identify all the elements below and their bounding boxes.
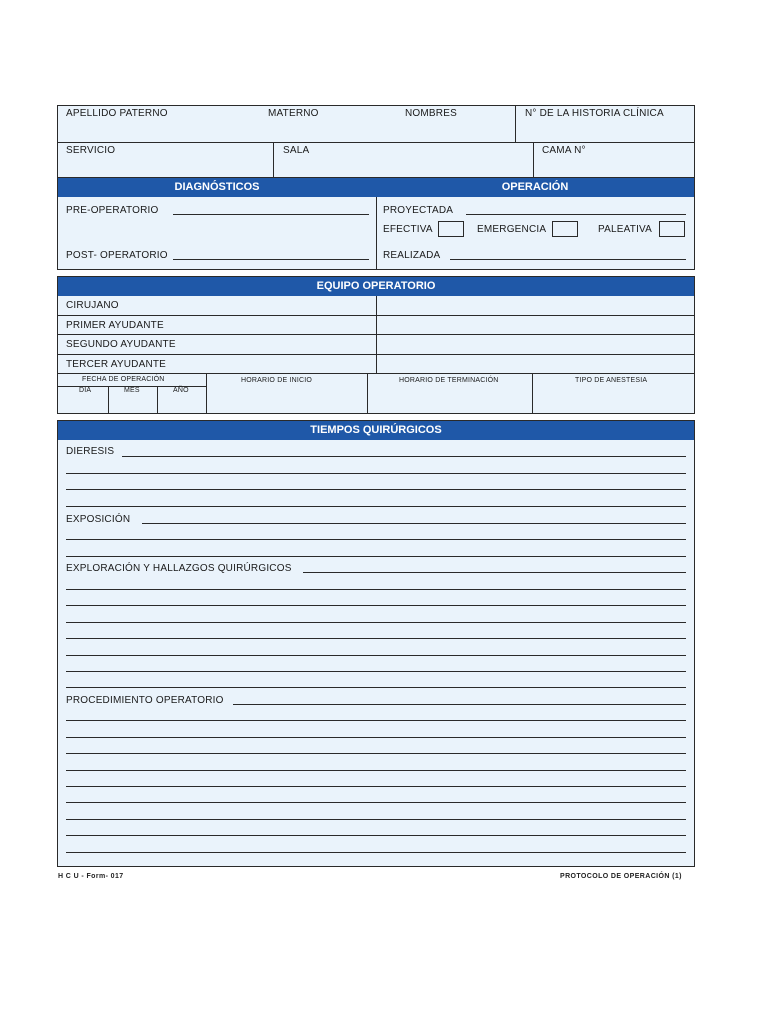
writing-line[interactable]	[66, 655, 686, 656]
divider	[58, 315, 694, 316]
post-operatorio-line[interactable]	[173, 259, 369, 260]
tiempos-header: TIEMPOS QUIRÚRGICOS	[58, 421, 694, 440]
writing-line[interactable]	[66, 589, 686, 590]
divider	[367, 373, 368, 414]
paleativa-label: PALEATIVA	[598, 224, 653, 235]
divider	[376, 197, 377, 270]
procedimiento-line[interactable]	[233, 704, 686, 705]
tiempos-quirurgicos-panel	[57, 420, 695, 867]
nombres-label: NOMBRES	[405, 108, 457, 119]
writing-line[interactable]	[66, 720, 686, 721]
cirujano-label: CIRUJANO	[66, 300, 119, 311]
exposicion-label: EXPOSICIÓN	[66, 514, 131, 525]
proyectada-line[interactable]	[466, 214, 686, 215]
writing-line[interactable]	[66, 506, 686, 507]
writing-line[interactable]	[66, 671, 686, 672]
divider	[58, 354, 694, 355]
writing-line[interactable]	[66, 605, 686, 606]
apellido-paterno-label: APELLIDO PATERNO	[66, 108, 168, 119]
writing-line[interactable]	[66, 802, 686, 803]
operacion-header: OPERACIÓN	[376, 178, 694, 197]
sala-label: SALA	[283, 145, 310, 156]
fecha-operacion-label: FECHA DE OPERACIÓN	[82, 376, 165, 383]
segundo-ayudante-label: SEGUNDO AYUDANTE	[66, 339, 176, 350]
mes-label: MES	[124, 387, 140, 394]
divider	[532, 373, 533, 414]
dia-label: DIA	[79, 387, 92, 394]
equipo-header: EQUIPO OPERATORIO	[58, 277, 694, 296]
historia-clinica-label: N° DE LA HISTORIA CLÍNICA	[525, 108, 664, 119]
writing-line[interactable]	[66, 687, 686, 688]
exploracion-line[interactable]	[303, 572, 686, 573]
writing-line[interactable]	[66, 852, 686, 853]
divider	[108, 386, 109, 414]
divider	[206, 373, 207, 414]
dieresis-line[interactable]	[122, 456, 686, 457]
divider	[533, 142, 534, 178]
writing-line[interactable]	[66, 737, 686, 738]
equipo-operatorio-panel	[57, 276, 695, 414]
form-title: PROTOCOLO DE OPERACIÓN (1)	[560, 873, 682, 880]
writing-line[interactable]	[66, 489, 686, 490]
emergencia-label: EMERGENCIA	[477, 224, 547, 235]
paleativa-checkbox[interactable]	[659, 221, 685, 237]
writing-line[interactable]	[66, 622, 686, 623]
exposicion-line[interactable]	[142, 523, 686, 524]
tercer-ayudante-label: TERCER AYUDANTE	[66, 359, 167, 370]
divider	[515, 106, 516, 143]
writing-line[interactable]	[66, 753, 686, 754]
cama-label: CAMA N°	[542, 145, 586, 156]
horario-terminacion-label: HORARIO DE TERMINACIÓN	[399, 377, 499, 384]
efectiva-checkbox[interactable]	[438, 221, 464, 237]
writing-line[interactable]	[66, 539, 686, 540]
patient-info-panel	[57, 105, 695, 178]
divider	[58, 142, 694, 143]
proyectada-label: PROYECTADA	[383, 205, 454, 216]
pre-operatorio-line[interactable]	[173, 214, 369, 215]
tipo-anestesia-label: TIPO DE ANESTESIA	[575, 377, 648, 384]
divider	[273, 142, 274, 178]
form-code: H C U - Form- 017	[58, 873, 124, 880]
anio-label: AÑO	[173, 387, 189, 394]
efectiva-label: EFECTIVA	[383, 224, 433, 235]
divider	[58, 334, 694, 335]
pre-operatorio-label: PRE-OPERATORIO	[66, 205, 159, 216]
realizada-line[interactable]	[450, 259, 686, 260]
primer-ayudante-label: PRIMER AYUDANTE	[66, 320, 164, 331]
horario-inicio-label: HORARIO DE INICIO	[241, 377, 313, 384]
post-operatorio-label: POST- OPERATORIO	[66, 250, 168, 261]
emergencia-checkbox[interactable]	[552, 221, 578, 237]
servicio-label: SERVICIO	[66, 145, 116, 156]
writing-line[interactable]	[66, 786, 686, 787]
diagnosticos-operacion-panel	[57, 177, 695, 270]
realizada-label: REALIZADA	[383, 250, 441, 261]
divider	[157, 386, 158, 414]
writing-line[interactable]	[66, 819, 686, 820]
dieresis-label: DIERESIS	[66, 446, 115, 457]
materno-label: MATERNO	[268, 108, 319, 119]
writing-line[interactable]	[66, 638, 686, 639]
divider	[58, 373, 694, 374]
writing-line[interactable]	[66, 473, 686, 474]
procedimiento-label: PROCEDIMIENTO OPERATORIO	[66, 695, 224, 706]
writing-line[interactable]	[66, 770, 686, 771]
writing-line[interactable]	[66, 556, 686, 557]
diagnosticos-header: DIAGNÓSTICOS	[58, 178, 376, 197]
exploracion-label: EXPLORACIÓN Y HALLAZGOS QUIRÚRGICOS	[66, 563, 292, 574]
writing-line[interactable]	[66, 835, 686, 836]
